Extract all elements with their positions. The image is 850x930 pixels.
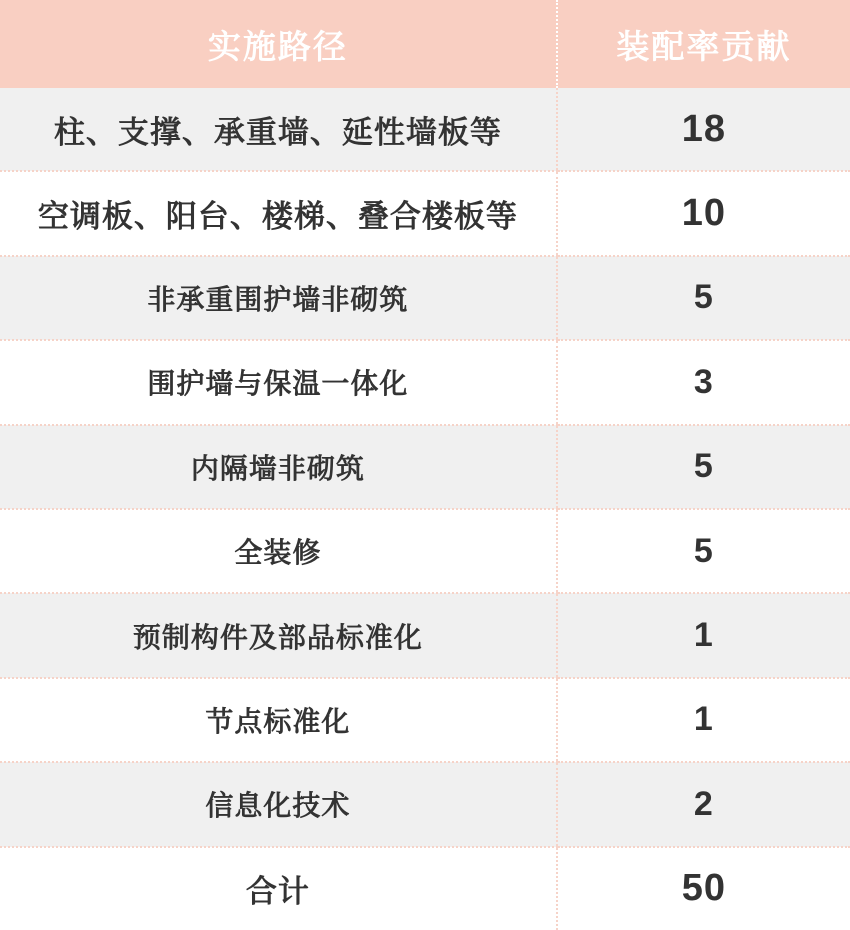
cell-assembly-rate-contribution: 1: [557, 593, 850, 677]
cell-assembly-rate-contribution: 1: [557, 678, 850, 762]
cell-implementation-path: 节点标准化: [0, 678, 557, 762]
cell-assembly-rate-contribution: 3: [557, 340, 850, 424]
table-row: [0, 340, 850, 424]
cell-assembly-rate-contribution: 10: [557, 171, 850, 255]
table-row: [0, 678, 850, 762]
cell-implementation-path: 合计: [0, 847, 557, 930]
cell-assembly-rate-contribution: 2: [557, 762, 850, 846]
table-row: [0, 509, 850, 593]
cell-assembly-rate-contribution: 18: [557, 88, 850, 171]
cell-assembly-rate-contribution: 5: [557, 256, 850, 340]
column-header-value: 装配率贡献: [557, 0, 850, 88]
cell-implementation-path: 信息化技术: [0, 762, 557, 846]
column-header-path: 实施路径: [0, 0, 557, 88]
cell-assembly-rate-contribution: 5: [557, 425, 850, 509]
table-body: [0, 88, 850, 930]
cell-implementation-path: 围护墙与保温一体化: [0, 340, 557, 424]
cell-implementation-path: 预制构件及部品标准化: [0, 593, 557, 677]
table-row: [0, 425, 850, 509]
table-row: [0, 256, 850, 340]
table-row: [0, 171, 850, 255]
cell-assembly-rate-contribution: 5: [557, 509, 850, 593]
cell-implementation-path: 全装修: [0, 509, 557, 593]
table-row: [0, 593, 850, 677]
table-row: [0, 762, 850, 846]
table-header: [0, 0, 850, 88]
cell-implementation-path: 柱、支撑、承重墙、延性墙板等: [0, 88, 557, 171]
table-row: [0, 847, 850, 930]
cell-implementation-path: 内隔墙非砌筑: [0, 425, 557, 509]
table-row: [0, 88, 850, 171]
cell-assembly-rate-contribution: 50: [557, 847, 850, 930]
cell-implementation-path: 非承重围护墙非砌筑: [0, 256, 557, 340]
cell-implementation-path: 空调板、阳台、楼梯、叠合楼板等: [0, 171, 557, 255]
table-header-row: [0, 0, 850, 88]
